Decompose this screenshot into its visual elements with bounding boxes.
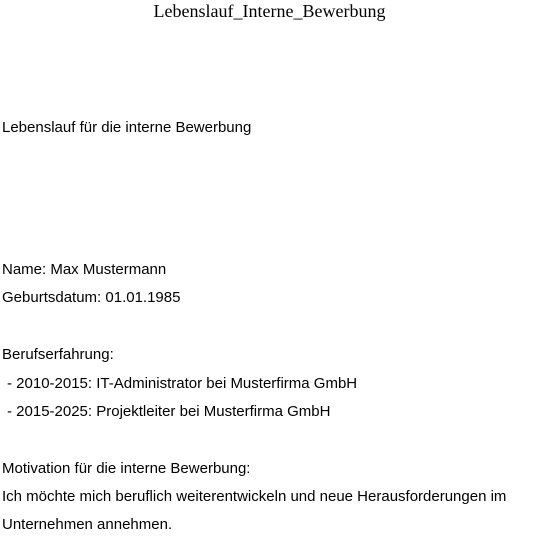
experience-item: - 2015-2025: Projektleiter bei Musterfirma GmbH <box>7 403 331 420</box>
motivation-text-line: Ich möchte mich beruflich weiterentwickeln und neue Herausforderungen im <box>2 488 507 505</box>
document-title: Lebenslauf_Interne_Bewerbung <box>153 1 386 21</box>
name-line: Name: Max Mustermann <box>2 261 167 278</box>
cv-heading: Lebenslauf für die interne Bewerbung <box>2 119 252 136</box>
experience-label: Berufserfahrung: <box>2 346 114 363</box>
experience-item: - 2010-2015: IT-Administrator bei Musterfirma GmbH <box>7 375 358 392</box>
motivation-text-line: Unternehmen annehmen. <box>2 516 173 533</box>
motivation-label: Motivation für die interne Bewerbung: <box>2 460 251 477</box>
birthdate-line: Geburtsdatum: 01.01.1985 <box>2 289 181 306</box>
